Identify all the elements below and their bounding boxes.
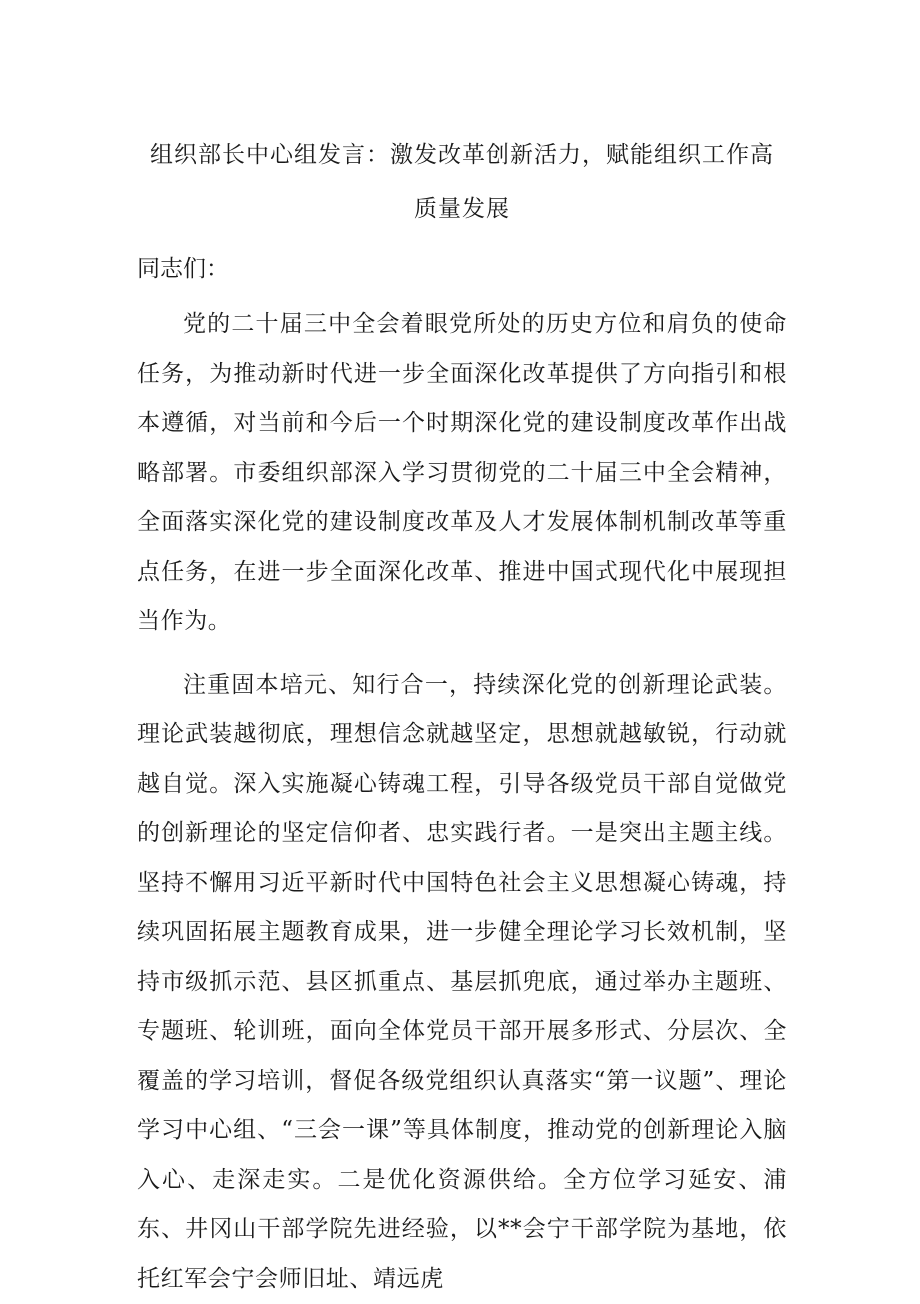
- salutation: 同志们：: [137, 242, 787, 296]
- title-line-2: 质量发展: [137, 182, 787, 236]
- title-line-1: 组织部长中心组发言：激发改革创新活力，赋能组织工作高: [137, 128, 787, 182]
- paragraph-2: 注重固本培元、知行合一，持续深化党的创新理论武装。理论武装越彻底，理想信念就越坚定，思想就越敏锐，行动就越自觉。深入实施凝心铸魂工程，引导各级党员干部自觉做党的创新理论的坚定信仰者、忠实践行者。一是突出主题主线。坚持不懈用习近平新时代中国特色社会主义思想凝心铸魂，持续巩固拓展主题教育成果，进一步健全理论学习长效机制，坚持市级抓示范、县区抓重点、基层抓兜底，通过举办主题班、专题班、轮训班，面向全体党员干部开展多形式、分层次、全覆盖的学习培训，督促各级党组织认真落实“第一议题”、理论学习中心组、“三会一课”等具体制度，推动党的创新理论入脑入心、走深走实。二是优化资源供给。全方位学习延安、浦东、井冈山干部学院先进经验，以**会宁干部学院为基地，依托红军会宁会师旧址、靖远虎: [137, 661, 787, 1304]
- paragraph-1: 党的二十届三中全会着眼党所处的历史方位和肩负的使命任务，为推动新时代进一步全面深化改革提供了方向指引和根本遵循，对当前和今后一个时期深化党的建设制度改革作出战略部署。市委组织部深入学习贯彻党的二十届三中全会精神，全面落实深化党的建设制度改革及人才发展体制机制改革等重点任务，在进一步全面深化改革、推进中国式现代化中展现担当作为。: [137, 300, 787, 647]
- document-title: [137, 128, 787, 236]
